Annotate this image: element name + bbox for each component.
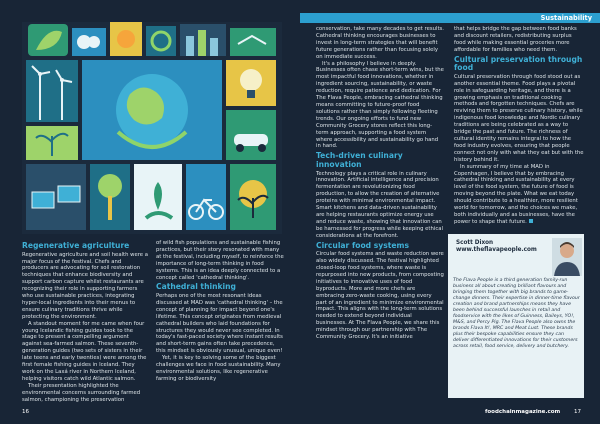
author-name: Scott Dixon [456, 240, 494, 246]
footer-website: foodchainmagazine.com [485, 409, 561, 415]
paragraph: of wild fish populations and sustainable fishing practices, but their story resonated with many at the festival, including myself, to reinforce the importance of long-term thinking in food systems. This is an idea deeply connected to a concept called 'cathedral thinking'. [156, 240, 284, 281]
end-mark-icon [529, 219, 533, 223]
column-4 [454, 26, 584, 226]
section-banner [300, 13, 600, 23]
paragraph: A standout moment for me came when four young Icelandic fishing guides took to the stage to present a compelling argument against sea-farmed salmon. These seventh-generation guides (two sets of sisters in their late teens and early twenties) were among the first female fishing guides in Iceland. They work on the Laxá river in Northern Iceland, helping visitors catch wild Atlantic salmon. [22, 320, 147, 382]
heading-cultural-preservation: Cultural preservation through food [454, 54, 583, 73]
page-number-left: 16 [22, 409, 29, 415]
column-3 [316, 26, 444, 341]
paragraph: that helps bridge the gap between food banks and discount retailers, redistributing surplus food while making essential groceries more affordable for families who need them. [454, 26, 577, 53]
column-1 [22, 240, 148, 404]
paragraph-text: In summary of my time at MAD in Copenhagen, I believe that by embracing cathedral thinking and sustainability at every level of the food system, the future of food is moving beyond the plate. What we eat today should contribute to a healthier, more resilient world for tomorrow, and the choices we make, both individually and as businesses, have the power to shape that future. [454, 163, 578, 225]
paragraph: conservation, take many decades to get results. Cathedral thinking encourages businesses to invest in long-term strategies that will benefit future generations rather than focusing solely on immediate success. [316, 26, 444, 60]
heading-cathedral-thinking: Cathedral thinking [156, 282, 236, 292]
paragraph [454, 164, 584, 226]
bicycle-tile [186, 164, 226, 230]
page-number-right: 17 [574, 409, 581, 415]
paragraph: Cultural preservation through food stood out as another essential theme. Food plays a pivotal role in safeguarding heritage, and there is a growing emphasis on traditional cooking methods and forgotten techniques. Chefs are reviving them to preserve culinary history, while indigenous food knowledge and Nordic culinary traditions are being celebrated as a way to bridge the past and future. The richness of cultural identity remains integral to how the food industry evolves, ensuring that people connect not only with what they eat but with the history behind it. [454, 73, 584, 163]
author-avatar [552, 238, 582, 276]
wind-turbine-tile [26, 60, 78, 122]
heading-circular-food-systems: Circular food systems [316, 240, 409, 250]
bird-tile [230, 28, 276, 56]
paragraph: Circular food systems and waste reduction were also widely discussed. The festival highlighted closed-loop food systems, where waste is repurposed into new products, from composting initiatives to innovative uses of food byproducts. More and more chefs are embracing zero-waste cooking, using every part of an ingredient to minimize environmental impact. This aligns with the long-term solutions needed to extend beyond individual businesses. At The Flava People, we share this mindset through our partnership with The Community Grocery. It's an initiative [316, 251, 444, 341]
paragraph: Perhaps one of the most resonant ideas discussed at MAD was 'cathedral thinking' – the concept of planning for impact beyond one's lifetime. This concept originates from medieval cathedral builders who laid foundations for structures they would never see completed. In today's fast-paced society where instant results and short-term gains often take precedence, this mindset is obviously unusual, unique even! [156, 293, 283, 355]
sustainability-illustration [22, 22, 282, 234]
author-website: www.theflavapeople.com [456, 247, 537, 253]
section-title: Sustainability [540, 14, 592, 22]
paragraph: Technology plays a critical role in culinary innovation. Artificial intelligence and precision fermentation are revolutionizing food production, to allow the creation of alternative proteins with minimal environmental impact. Smart kitchens and data-driven sustainability are helping restaurants optimize energy use and reduce waste, showing that innovation can be harnessed for progress while keeping ethical considerations at the forefront. [316, 170, 443, 239]
heading-tech-driven-innovation: Tech-driven culinary innovation [316, 151, 403, 169]
author-bio: The Flava People is a third generation family-run business all about creating brilliant flavours and bringing them together with big brands to game-change dinners. Their expertise in dinner-time flavour creation and brand partnerships means they have been behind successful launches in retail and foodservice with the likes of Guinness, Baileys, YO!, M&S, and Percy Pig. The Flava People also owns the brands Flava It!, MRC and Meat Lust. These brands plus their bespoke capabilities ensure they can deliver differentiated innovations for their customers across retail, food service, delivery and butchery. [453, 278, 580, 349]
heading-regenerative-agriculture: Regenerative agriculture [22, 241, 130, 250]
column-2 [156, 240, 284, 383]
paragraph: Yet, it is key to solving some of the biggest challenges we face in food sustainability. Many environmental solutions, like regenerative farming or biodiversity [156, 355, 281, 382]
paragraph: Their presentation highlighted the environmental concerns surrounding farmed salmon, championing the preservation [22, 382, 141, 403]
paragraph: Regenerative agriculture and soil health were a major focus of the festival. Chefs and producers are advocating for soil restoration techniques that enhance biodiversity and support carbon capture whilst restaurants are recognizing their role in supporting farmers who use sustainable practices, integrating hyper-local ingredients into their menus to ensure culinary traditions thrive while protecting the environment. [22, 251, 148, 320]
paragraph: It's a philosophy I believe in deeply. Businesses often chase short-term wins, but the most impactful food innovations, whether in ingredient sourcing, sustainability, or waste reduction, require patience and dedication. For The Flava People, embracing cathedral thinking means committing to future-proof food solutions rather than simply following fleeting trends. Our ongoing efforts to fund new Community Grocery stores reflect this long-term approach, supporting a food system where accessibility and sustainability go hand in hand. [316, 60, 444, 150]
